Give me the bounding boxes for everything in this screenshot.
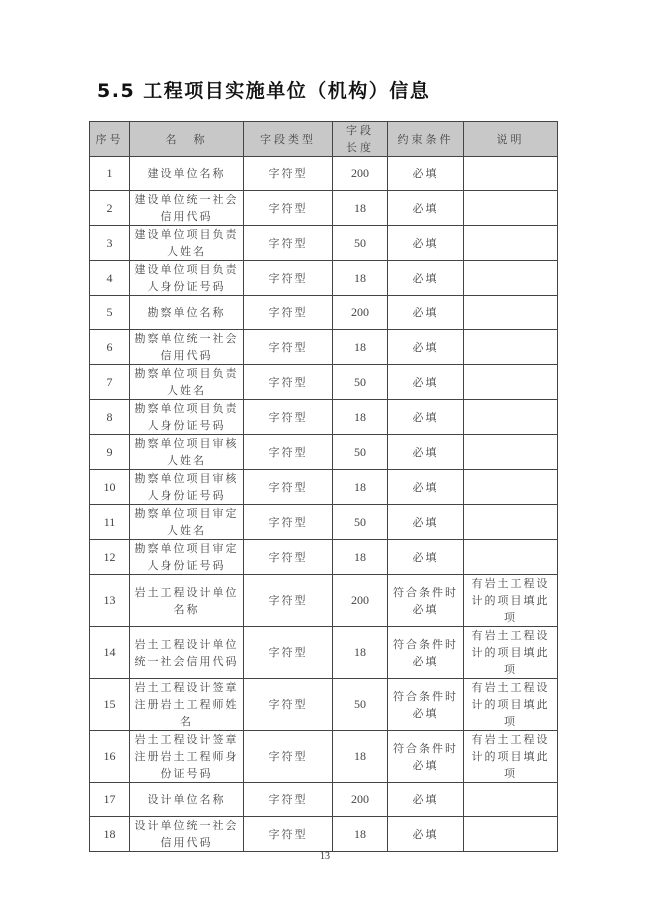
field-type: 字符型 — [244, 435, 333, 470]
field-constraint: 必填 — [388, 817, 464, 852]
section-title: 5.5 工程项目实施单位（机构）信息 — [97, 80, 431, 102]
table-row — [90, 226, 558, 261]
field-name: 建设单位项目负责人姓名 — [130, 226, 244, 261]
field-type: 字符型 — [244, 296, 333, 330]
field-type: 字符型 — [244, 505, 333, 540]
table-row — [90, 191, 558, 226]
field-type: 字符型 — [244, 365, 333, 400]
field-note — [464, 365, 558, 400]
field-note: 有岩土工程设计的项目填此项 — [464, 731, 558, 783]
field-type: 字符型 — [244, 470, 333, 505]
table-row — [90, 817, 558, 852]
field-note: 有岩土工程设计的项目填此项 — [464, 627, 558, 679]
page-number: 13 — [320, 851, 330, 862]
field-length: 50 — [333, 505, 388, 540]
row-index: 2 — [90, 191, 130, 226]
field-name: 建设单位统一社会信用代码 — [130, 191, 244, 226]
field-name: 建设单位项目负责人身份证号码 — [130, 261, 244, 296]
row-index: 17 — [90, 783, 130, 817]
table-row — [90, 261, 558, 296]
field-length: 18 — [333, 627, 388, 679]
field-constraint: 符合条件时必填 — [388, 731, 464, 783]
field-type: 字符型 — [244, 400, 333, 435]
header-index: 序号 — [90, 122, 130, 157]
field-name: 勘察单位项目审核人身份证号码 — [130, 470, 244, 505]
field-spec-table — [89, 121, 558, 852]
field-name: 岩土工程设计单位名称 — [130, 575, 244, 627]
field-note — [464, 400, 558, 435]
field-name: 岩土工程设计单位统一社会信用代码 — [130, 627, 244, 679]
field-note — [464, 226, 558, 261]
field-length: 18 — [333, 540, 388, 575]
table-row — [90, 783, 558, 817]
field-length: 18 — [333, 731, 388, 783]
field-note: 有岩土工程设计的项目填此项 — [464, 575, 558, 627]
field-type: 字符型 — [244, 817, 333, 852]
field-type: 字符型 — [244, 575, 333, 627]
field-constraint: 符合条件时必填 — [388, 679, 464, 731]
field-note — [464, 817, 558, 852]
field-type: 字符型 — [244, 783, 333, 817]
field-note: 有岩土工程设计的项目填此项 — [464, 679, 558, 731]
field-type: 字符型 — [244, 540, 333, 575]
field-constraint: 必填 — [388, 540, 464, 575]
field-length: 50 — [333, 365, 388, 400]
row-index: 6 — [90, 330, 130, 365]
field-length: 18 — [333, 261, 388, 296]
field-length: 200 — [333, 783, 388, 817]
field-length: 200 — [333, 157, 388, 191]
table-row — [90, 400, 558, 435]
row-index: 16 — [90, 731, 130, 783]
table-row — [90, 575, 558, 627]
field-name: 勘察单位统一社会信用代码 — [130, 330, 244, 365]
field-name: 建设单位名称 — [130, 157, 244, 191]
field-length: 18 — [333, 817, 388, 852]
table-row — [90, 470, 558, 505]
field-length: 200 — [333, 296, 388, 330]
row-index: 5 — [90, 296, 130, 330]
table-row — [90, 330, 558, 365]
table-row — [90, 505, 558, 540]
field-type: 字符型 — [244, 627, 333, 679]
field-name: 勘察单位名称 — [130, 296, 244, 330]
field-constraint: 符合条件时必填 — [388, 575, 464, 627]
field-type: 字符型 — [244, 679, 333, 731]
field-length: 18 — [333, 330, 388, 365]
field-type: 字符型 — [244, 157, 333, 191]
field-note — [464, 296, 558, 330]
field-constraint: 必填 — [388, 435, 464, 470]
table-header-row — [90, 122, 558, 157]
field-constraint: 必填 — [388, 191, 464, 226]
table-row — [90, 679, 558, 731]
field-note — [464, 330, 558, 365]
field-constraint: 必填 — [388, 505, 464, 540]
row-index: 8 — [90, 400, 130, 435]
row-index: 13 — [90, 575, 130, 627]
row-index: 18 — [90, 817, 130, 852]
field-note — [464, 157, 558, 191]
field-note — [464, 191, 558, 226]
field-constraint: 必填 — [388, 365, 464, 400]
row-index: 11 — [90, 505, 130, 540]
field-name: 勘察单位项目审定人姓名 — [130, 505, 244, 540]
table-row — [90, 365, 558, 400]
row-index: 12 — [90, 540, 130, 575]
table-row — [90, 627, 558, 679]
field-constraint: 符合条件时必填 — [388, 627, 464, 679]
header-type: 字段类型 — [244, 122, 333, 157]
header-constraint: 约束条件 — [388, 122, 464, 157]
field-name: 勘察单位项目负责人姓名 — [130, 365, 244, 400]
field-name: 岩土工程设计签章注册岩土工程师身份证号码 — [130, 731, 244, 783]
row-index: 10 — [90, 470, 130, 505]
field-type: 字符型 — [244, 191, 333, 226]
field-length: 50 — [333, 435, 388, 470]
row-index: 9 — [90, 435, 130, 470]
field-note — [464, 540, 558, 575]
field-name: 设计单位统一社会信用代码 — [130, 817, 244, 852]
row-index: 4 — [90, 261, 130, 296]
field-name: 设计单位名称 — [130, 783, 244, 817]
field-type: 字符型 — [244, 731, 333, 783]
field-type: 字符型 — [244, 330, 333, 365]
field-type: 字符型 — [244, 226, 333, 261]
field-constraint: 必填 — [388, 783, 464, 817]
field-length: 50 — [333, 226, 388, 261]
field-note — [464, 505, 558, 540]
field-note — [464, 435, 558, 470]
field-name: 勘察单位项目审核人姓名 — [130, 435, 244, 470]
row-index: 1 — [90, 157, 130, 191]
row-index: 3 — [90, 226, 130, 261]
table-row — [90, 157, 558, 191]
field-length: 18 — [333, 470, 388, 505]
table-row — [90, 731, 558, 783]
field-constraint: 必填 — [388, 470, 464, 505]
table-row — [90, 296, 558, 330]
field-constraint: 必填 — [388, 330, 464, 365]
field-constraint: 必填 — [388, 226, 464, 261]
field-note — [464, 261, 558, 296]
header-length: 字段长度 — [333, 122, 388, 157]
field-length: 200 — [333, 575, 388, 627]
field-constraint: 必填 — [388, 296, 464, 330]
table-row — [90, 540, 558, 575]
field-length: 18 — [333, 400, 388, 435]
row-index: 7 — [90, 365, 130, 400]
field-note — [464, 783, 558, 817]
table-row — [90, 435, 558, 470]
field-note — [464, 470, 558, 505]
field-length: 50 — [333, 679, 388, 731]
field-constraint: 必填 — [388, 400, 464, 435]
field-constraint: 必填 — [388, 261, 464, 296]
header-note: 说明 — [464, 122, 558, 157]
row-index: 15 — [90, 679, 130, 731]
field-name: 勘察单位项目负责人身份证号码 — [130, 400, 244, 435]
field-length: 18 — [333, 191, 388, 226]
row-index: 14 — [90, 627, 130, 679]
field-constraint: 必填 — [388, 157, 464, 191]
field-name: 勘察单位项目审定人身份证号码 — [130, 540, 244, 575]
field-type: 字符型 — [244, 261, 333, 296]
field-name: 岩土工程设计签章注册岩土工程师姓名 — [130, 679, 244, 731]
header-name: 名 称 — [130, 122, 244, 157]
